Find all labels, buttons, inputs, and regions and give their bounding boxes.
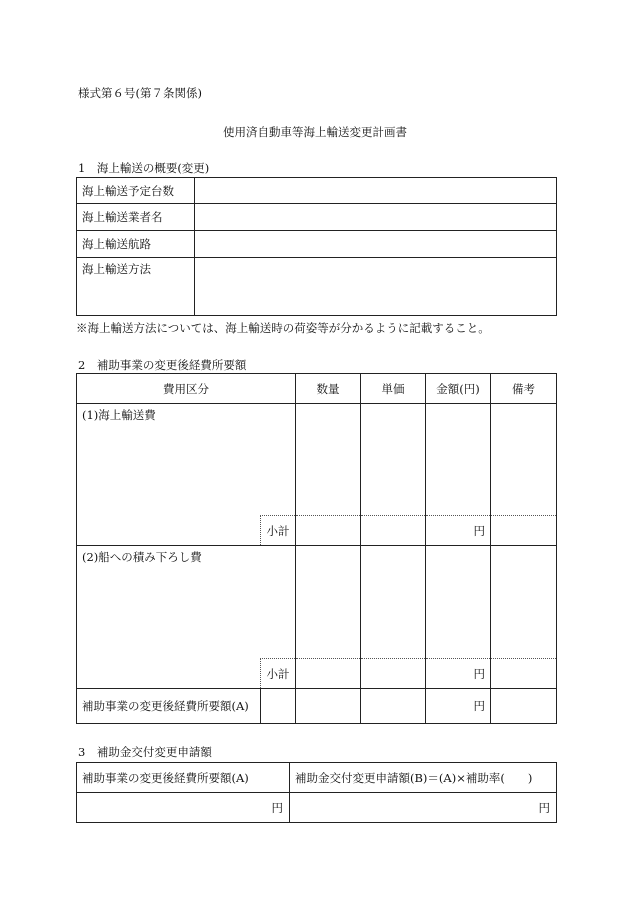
grant-col1-header: 補助事業の変更後経費所要額(A) [77, 763, 290, 793]
header-amount: 金額(円) [426, 374, 491, 404]
section1-note: ※海上輸送方法については、海上輸送時の荷姿等が分かるように記載すること。 [76, 321, 490, 335]
subtotal-yen-2: 円 [426, 659, 491, 689]
route-value [195, 231, 557, 258]
grant-table [76, 762, 557, 823]
row-label-vehicle-count: 海上輸送予定台数 [77, 178, 195, 204]
section2-heading: 2 補助事業の変更後経費所要額 [78, 358, 247, 372]
row-label-carrier: 海上輸送業者名 [77, 204, 195, 231]
carrier-value [195, 204, 557, 231]
row-label-method: 海上輸送方法 [77, 258, 195, 316]
subtotal-label-1: 小計 [261, 516, 296, 546]
row-label-route: 海上輸送航路 [77, 231, 195, 258]
section3-heading: 3 補助金交付変更申請額 [78, 745, 212, 759]
section1-heading: 1 海上輸送の概要(変更) [78, 161, 210, 175]
overview-table [76, 177, 557, 316]
total-cost-label: 補助事業の変更後経費所要額(A) [77, 689, 261, 724]
grant-col2-yen: 円 [290, 793, 557, 823]
form-number: 様式第６号(第７条関係) [78, 86, 202, 100]
vehicle-count-value [195, 178, 557, 204]
total-yen: 円 [426, 689, 491, 724]
header-quantity: 数量 [296, 374, 361, 404]
item-loading-cost: (2)船への積み下ろし費 [77, 546, 296, 659]
header-unit-price: 単価 [361, 374, 426, 404]
document-title: 使用済自動車等海上輸送変更計画書 [223, 125, 407, 139]
item-shipping-cost: (1)海上輸送費 [77, 404, 296, 516]
cost-table [76, 373, 557, 724]
grant-col2-header: 補助金交付変更申請額(B)＝(A)×補助率( ) [290, 763, 557, 793]
header-cost-category: 費用区分 [77, 374, 296, 404]
grant-col1-yen: 円 [77, 793, 290, 823]
subtotal-yen-1: 円 [426, 516, 491, 546]
subtotal-label-2: 小計 [261, 659, 296, 689]
header-remarks: 備考 [491, 374, 557, 404]
method-value [195, 258, 557, 316]
